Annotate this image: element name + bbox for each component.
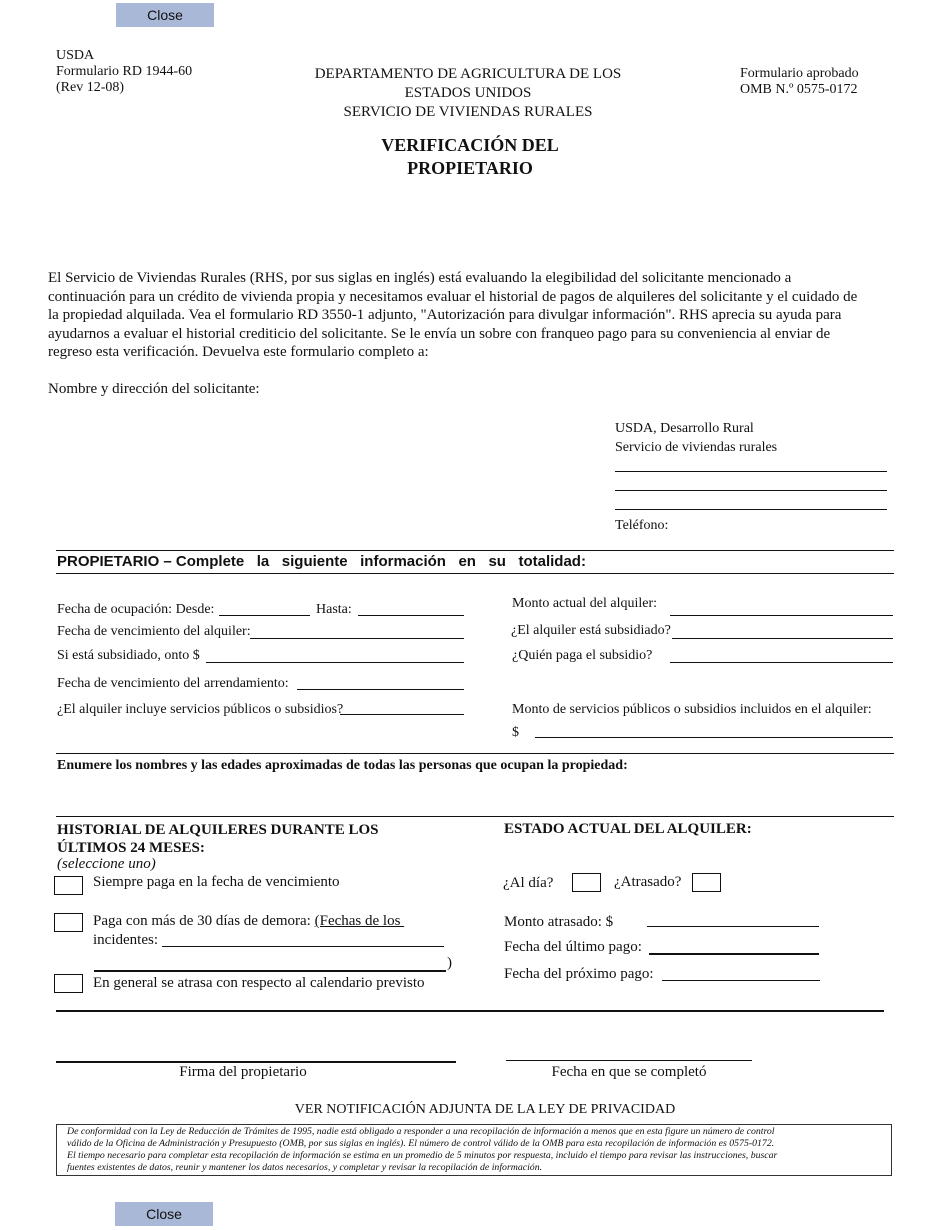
omb-approval — [740, 66, 859, 98]
amount-late-label: Monto atrasado: $ — [504, 914, 614, 930]
incident-dates-label: (Fechas de los — [314, 913, 405, 929]
occupants-label: Enumere los nombres y las edades aproximadas de todas las personas que ocupan la propiedad: — [57, 758, 628, 773]
generally-late-checkbox[interactable] — [54, 974, 83, 993]
is-subsidized-label: ¿El alquiler está subsidiado? — [511, 623, 671, 638]
pra-line: fuentes existentes de datos, reunir y mantener los datos necesarios, y completar y revisar la recopilación de información. — [67, 1162, 543, 1173]
last-payment-field[interactable] — [649, 953, 819, 955]
divider — [56, 1010, 884, 1012]
service-name: SERVICIO DE VIVIENDAS RURALES — [343, 104, 593, 120]
subsidy-amount-label: Si está subsidiado, onto $ — [57, 648, 200, 663]
who-pays-subsidy-field[interactable] — [670, 662, 893, 663]
lease-expiration-field[interactable] — [297, 689, 464, 690]
occupancy-from-field[interactable] — [219, 615, 310, 616]
close-button-top[interactable]: Close — [116, 3, 214, 27]
utilities-amount-label: Monto de servicios públicos o subsidios incluidos en el alquiler: — [512, 702, 872, 717]
divider — [56, 550, 894, 551]
incident-dates-field-1[interactable] — [162, 946, 444, 947]
is-subsidized-field[interactable] — [672, 638, 893, 639]
phone-label: Teléfono: — [615, 518, 669, 533]
who-pays-subsidy-label: ¿Quién paga el subsidio? — [512, 648, 653, 663]
rental-history-heading — [57, 821, 379, 857]
lease-expiration-label: Fecha de vencimiento del arrendamiento: — [57, 676, 289, 691]
next-payment-field[interactable] — [662, 980, 820, 981]
late-label: ¿Atrasado? — [614, 874, 682, 890]
select-one-hint: (seleccione uno) — [57, 856, 156, 872]
owner-signature-field[interactable] — [56, 1061, 456, 1063]
late-checkbox[interactable] — [692, 873, 721, 892]
agency-label: USDA — [56, 48, 95, 63]
incident-dates-field-2[interactable] — [94, 970, 446, 972]
current-checkbox[interactable] — [572, 873, 601, 892]
utilities-included-label: ¿El alquiler incluye servicios públicos o subsidios? — [57, 702, 344, 717]
completion-date-label: Fecha en que se completó — [551, 1064, 707, 1080]
department-heading — [268, 65, 668, 122]
current-label: ¿Al día? — [503, 875, 554, 891]
rent-due-label: Fecha de vencimiento del alquiler: — [57, 624, 251, 639]
pra-line: válido de la Oficina de Administración y Presupuesto (OMB, por sus siglas en inglés). El número de control válido de la OMB para esta recopilación de información es 0575-0172. — [67, 1138, 775, 1149]
pra-line: El tiempo necesario para completar esta recopilación de información se estima en un promedio de 5 minutos por respuesta, incluido el tiempo para revisar las instrucciones, buscar — [67, 1150, 778, 1161]
next-payment-label: Fecha del próximo pago: — [504, 966, 654, 982]
late-over-30-days-checkbox[interactable] — [54, 913, 83, 932]
current-rent-label: Monto actual del alquiler: — [512, 596, 658, 611]
utilities-included-field[interactable] — [340, 714, 464, 715]
completion-date-field[interactable] — [506, 1060, 752, 1061]
intro-line: El Servicio de Viviendas Rurales (RHS, por sus siglas en inglés) está evaluando la elegibilidad del solicitante mencionado a — [48, 270, 792, 286]
pra-line: De conformidad con la Ley de Reducción de Trámites de 1995, nadie está obligado a responder a una recopilación de información a menos que en esta figure un número de control — [67, 1126, 775, 1137]
applicant-name-address-label: Nombre y dirección del solicitante: — [48, 381, 260, 397]
return-address-line-2: Servicio de viviendas rurales — [615, 440, 778, 455]
utilities-amount-field[interactable] — [535, 737, 893, 738]
divider — [56, 573, 894, 574]
intro-line: ayudarnos a evaluar el historial crediticio del solicitante. Se le envía un sobre con franqueo pago para su conveniencia al enviar de — [48, 325, 831, 342]
intro-paragraph — [48, 269, 908, 362]
paperwork-reduction-statement — [56, 1124, 892, 1176]
landlord-section-heading: PROPIETARIO – Complete la siguiente información en su totalidad: — [57, 553, 586, 570]
privacy-act-notice: VER NOTIFICACIÓN ADJUNTA DE LA LEY DE PRIVACIDAD — [294, 1102, 676, 1117]
form-number: Formulario RD 1944-60 — [56, 64, 193, 79]
omb-number: OMB N.º 0575-0172 — [740, 82, 858, 97]
rent-due-field[interactable] — [250, 638, 464, 639]
divider — [56, 816, 894, 817]
intro-line: regreso esta verificación. Devuelva este formulario completo a: — [48, 344, 429, 361]
department-line-2: ESTADOS UNIDOS — [404, 85, 532, 101]
divider — [56, 753, 894, 754]
return-address-line-1: USDA, Desarrollo Rural — [615, 421, 754, 436]
approval-label: Formulario aprobado — [740, 66, 859, 81]
return-address-field-1[interactable] — [615, 471, 887, 472]
generally-late-label: En general se atrasa con respecto al calendario previsto — [93, 975, 425, 991]
late-over-30-days-text: Paga con más de 30 días de demora: — [93, 913, 315, 929]
return-address-field-2[interactable] — [615, 490, 887, 491]
close-paren: ) — [447, 955, 452, 971]
owner-signature-label: Firma del propietario — [179, 1064, 307, 1080]
form-revision: (Rev 12-08) — [56, 80, 125, 95]
title-line-1: VERIFICACIÓN DEL — [381, 135, 559, 155]
intro-line: continuación para un crédito de vivienda propia y necesitamos evaluar el historial de pagos de alquileres del solicitante y el cuidado de — [48, 288, 858, 305]
late-over-30-days-label — [93, 913, 404, 930]
dollar-sign: $ — [512, 725, 519, 740]
page-title — [320, 134, 620, 180]
close-button-bottom[interactable]: Close — [115, 1202, 213, 1226]
occupancy-to-field[interactable] — [358, 615, 464, 616]
rental-status-heading: ESTADO ACTUAL DEL ALQUILER: — [504, 821, 752, 837]
last-payment-label: Fecha del último pago: — [504, 939, 642, 955]
incidents-label: incidentes: — [93, 932, 158, 948]
always-on-time-checkbox[interactable] — [54, 876, 83, 895]
rental-history-heading-line-1: HISTORIAL DE ALQUILERES DURANTE LOS — [57, 822, 379, 838]
amount-late-field[interactable] — [647, 926, 819, 927]
department-line-1: DEPARTAMENTO DE AGRICULTURA DE LOS — [314, 66, 622, 82]
rental-history-heading-line-2: ÚLTIMOS 24 MESES: — [57, 840, 205, 856]
form-id-block — [56, 48, 192, 96]
occupancy-to-label: Hasta: — [316, 602, 352, 617]
return-address — [615, 419, 777, 457]
always-on-time-label: Siempre paga en la fecha de vencimiento — [93, 874, 340, 890]
current-rent-field[interactable] — [670, 615, 893, 616]
title-line-2: PROPIETARIO — [407, 158, 533, 178]
intro-line: la propiedad alquilada. Vea el formulario RD 3550-1 adjunto, "Autorización para divulgar información". RHS aprecia su ayuda para — [48, 307, 842, 324]
occupancy-from-label: Fecha de ocupación: Desde: — [57, 602, 215, 617]
subsidy-amount-field[interactable] — [206, 662, 464, 663]
return-address-field-3[interactable] — [615, 509, 887, 510]
